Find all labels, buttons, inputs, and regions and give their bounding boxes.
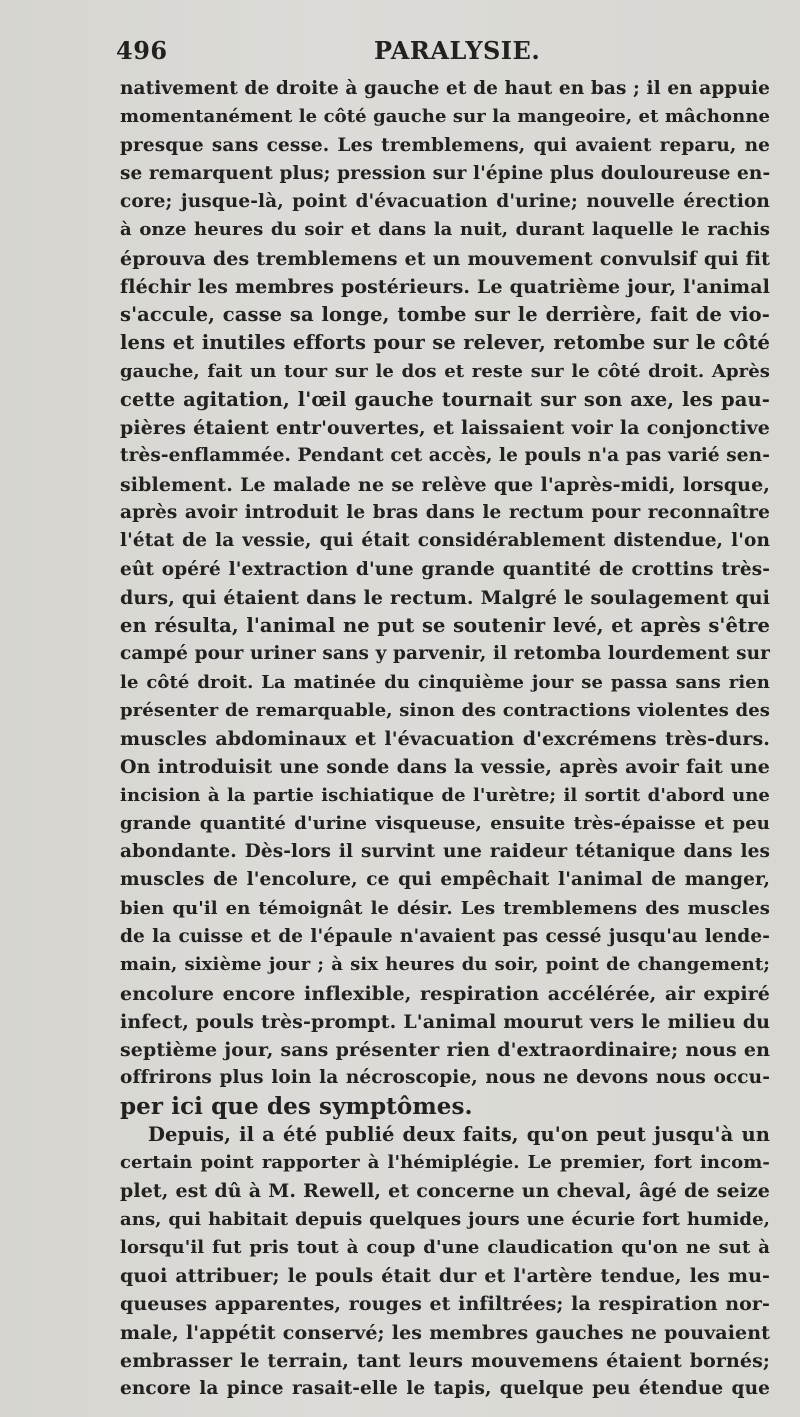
text-line: plet, est dû à M. Rewell, et concerne un cheval, âgé de seize <box>120 1180 770 1203</box>
text-line: queuses apparentes, rouges et infiltrées; la respiration nor- <box>120 1293 770 1316</box>
text-line: presque sans cesse. Les tremblemens, qui avaient reparu, ne <box>120 134 770 156</box>
text-line: en résulta, l'animal ne put se soutenir levé, et après s'être <box>120 614 770 638</box>
text-line: encore la pince rasait-elle le tapis, quelque peu étendue que <box>120 1378 770 1400</box>
text-line: gauche, fait un tour sur le dos et reste sur le côté droit. Après <box>120 360 770 382</box>
text-line: muscles abdominaux et l'évacuation d'excrémens très-durs. <box>120 728 770 751</box>
text-line: fléchir les membres postérieurs. Le quatrième jour, l'animal <box>120 275 770 298</box>
text-line: éprouva des tremblemens et un mouvement convulsif qui fit <box>120 247 770 270</box>
text-line: après avoir introduit le bras dans le rectum pour reconnaître <box>120 501 770 523</box>
text-line: campé pour uriner sans y parvenir, il retomba lourdement sur <box>120 643 770 665</box>
text-line: quoi attribuer; le pouls était dur et l'artère tendue, les mu- <box>120 1265 770 1288</box>
text-line: abondante. Dès-lors il survint une raideur tétanique dans les <box>120 841 770 863</box>
text-line: main, sixième jour ; à six heures du soir, point de changement; <box>120 954 770 976</box>
text-line: eût opéré l'extraction d'une grande quantité de crottins très- <box>120 558 770 580</box>
text-line: On introduisit une sonde dans la vessie, après avoir fait une <box>120 756 770 779</box>
running-head <box>116 36 756 70</box>
text-line: de la cuisse et de l'épaule n'avaient pas cessé jusqu'au lende- <box>120 925 770 947</box>
text-line: infect, pouls très-prompt. L'animal mourut vers le milieu du <box>120 1010 770 1033</box>
body-text <box>120 75 770 1403</box>
text-line: ans, qui habitait depuis quelques jours une écurie fort humide, <box>120 1208 770 1230</box>
text-line: se remarquent plus; pression sur l'épine plus douloureuse en- <box>120 162 771 184</box>
text-line: cette agitation, l'œil gauche tournait sur son axe, les pau- <box>120 387 770 411</box>
text-line: lens et inutiles efforts pour se relever, retombe sur le côté <box>120 331 770 355</box>
text-line: offrirons plus loin la nécroscopie, nous ne devons nous occu- <box>120 1067 770 1089</box>
text-line: nativement de droite à gauche et de haut en bas ; il en appuie <box>120 78 770 99</box>
text-line: s'accule, casse sa longe, tombe sur le derrière, fait de vio- <box>120 303 770 327</box>
text-line: à onze heures du soir et dans la nuit, durant laquelle le rachis <box>120 219 770 241</box>
text-line: le côté droit. La matinée du cinquième jour se passa sans rien <box>120 671 770 693</box>
text-line: core; jusque-là, point d'évacuation d'urine; nouvelle érection <box>120 191 770 213</box>
text-line: embrasser le terrain, tant leurs mouvemens étaient bornés; <box>120 1349 770 1372</box>
text-line: durs, qui étaient dans le rectum. Malgré le soulagement qui <box>120 586 770 609</box>
text-line: per ici que des symptômes. <box>120 1092 473 1120</box>
text-line: grande quantité d'urine visqueuse, ensuite très-épaisse et peu <box>120 812 770 834</box>
page-number: 496 <box>116 36 168 65</box>
text-line: male, l'appétit conservé; les membres gauches ne pouvaient <box>120 1321 770 1344</box>
text-line: siblement. Le malade ne se relève que l'après-midi, lorsque, <box>120 473 770 496</box>
text-line: certain point rapporter à l'hémiplégie. Le premier, fort incom- <box>120 1152 770 1174</box>
text-line: momentanément le côté gauche sur la mangeoire, et mâchonne <box>120 106 771 128</box>
text-line: très-enflammée. Pendant cet accès, le pouls n'a pas varié sen- <box>120 445 770 467</box>
text-line: l'état de la vessie, qui était considérablement distendue, l'on <box>120 530 770 552</box>
text-line: encolure encore inflexible, respiration accélérée, air expiré <box>120 982 770 1005</box>
running-title: PARALYSIE. <box>374 36 541 65</box>
text-line: muscles de l'encolure, ce qui empêchait l'animal de manger, <box>120 869 770 891</box>
text-line: bien qu'il en témoignât le désir. Les tremblemens des muscles <box>120 897 770 919</box>
text-line: présenter de remarquable, sinon des contractions violentes des <box>120 699 770 721</box>
text-line: incision à la partie ischiatique de l'urètre; il sortit d'abord une <box>120 784 770 806</box>
text-line: Depuis, il a été publié deux faits, qu'on peut jusqu'à un <box>148 1122 770 1146</box>
text-line: septième jour, sans présenter rien d'extraordinaire; nous en <box>120 1039 770 1062</box>
text-line: pières étaient entr'ouvertes, et laissaient voir la conjonctive <box>120 417 770 440</box>
text-line: lorsqu'il fut pris tout à coup d'une claudication qu'on ne sut à <box>120 1236 770 1258</box>
